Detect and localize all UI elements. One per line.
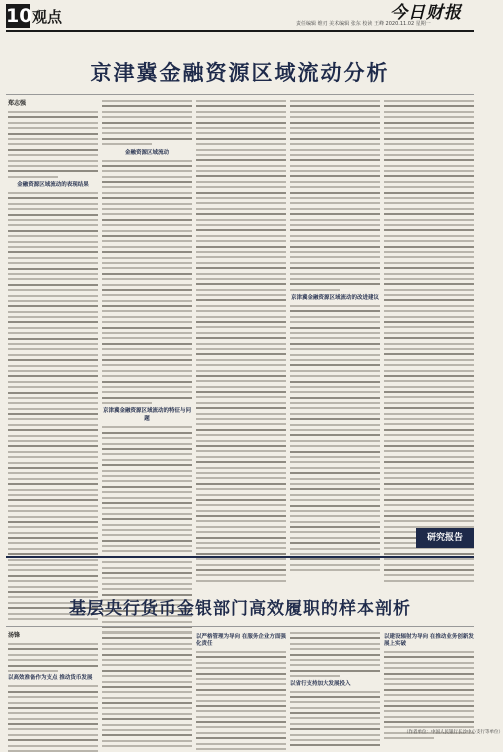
section-heading: 以严格管理为导向 在服务企业方面强化责任 — [196, 634, 286, 647]
section-heading: 京津冀金融资源区域流动的特征与问题 — [102, 408, 191, 423]
section-tag: 研究报告 — [416, 528, 474, 548]
article-column-1 — [8, 100, 98, 540]
article-column-3 — [196, 100, 286, 540]
article-footnote: （作者单位：中国人民银行长沙中心支行等单位） — [404, 730, 503, 735]
section-heading: 以省行支持加大发展投入 — [290, 680, 351, 687]
section-heading: 以高效准备作为支点 推动货币发展 — [8, 675, 93, 682]
section-heading: 金融资源区域流动的表现结果 — [17, 182, 89, 189]
article-author: 郑志强 — [8, 100, 27, 107]
page-number: 10 — [6, 5, 33, 27]
article-column-5 — [384, 100, 474, 524]
article-column-2 — [102, 100, 192, 540]
article-column-4 — [290, 100, 380, 540]
article-author: 汤锋 — [8, 632, 21, 639]
header-rule — [6, 30, 474, 32]
newspaper-masthead: 今日财报 — [390, 3, 462, 23]
article-divider — [6, 556, 474, 558]
article-title: 京津冀金融资源区域流动分析 — [90, 61, 390, 85]
article-column-4 — [290, 632, 380, 730]
article-title: 基层央行货币金银部门高效履职的样本剖析 — [69, 599, 411, 619]
article-column-2 — [102, 632, 192, 730]
article-column-1 — [8, 632, 98, 730]
section-heading: 金融资源区域流动 — [124, 149, 169, 156]
article-column-3 — [196, 632, 286, 730]
section-name: 观点 — [32, 8, 63, 26]
section-heading: 以建设辐射为导向 在推动业务创新发展上实破 — [384, 634, 474, 647]
title-divider — [6, 626, 474, 627]
title-divider — [6, 94, 474, 95]
page-meta: 责任编辑 维刃 美术编辑 张东 校读 王峰 2020.11.02 星期一 — [296, 21, 431, 27]
section-heading: 京津冀金融资源区域流动的改进建议 — [290, 295, 379, 302]
article-column-5 — [384, 632, 474, 730]
